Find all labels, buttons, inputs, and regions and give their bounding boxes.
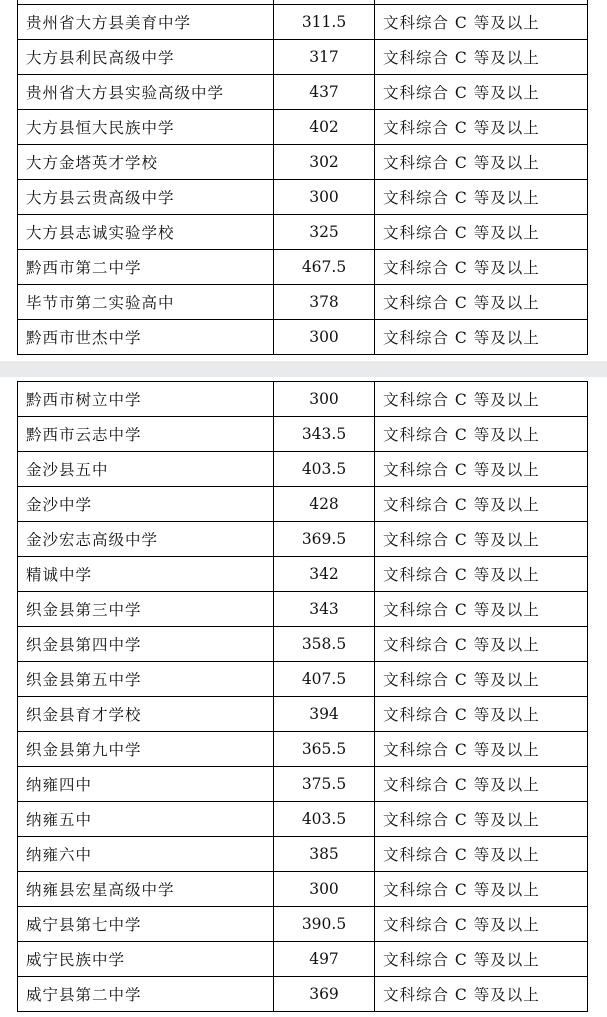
school-name-cell: 大方县恒大民族中学 xyxy=(18,110,274,145)
table-row xyxy=(18,767,588,802)
table-row xyxy=(18,250,588,285)
subject-requirement-cell: 文科综合 C 等及以上 xyxy=(375,557,588,592)
school-name-cell: 大方县志诚实验学校 xyxy=(18,215,274,250)
subject-requirement-cell: 文科综合 C 等及以上 xyxy=(375,285,588,320)
subject-requirement-cell: 文科综合 C 等及以上 xyxy=(375,627,588,662)
min-score-cell: 428 xyxy=(274,487,375,522)
school-name-cell: 精诚中学 xyxy=(18,557,274,592)
school-name-cell: 金沙县五中 xyxy=(18,452,274,487)
table-row xyxy=(18,557,588,592)
subject-requirement-cell: 文科综合 C 等及以上 xyxy=(375,75,588,110)
subject-requirement-cell: 文科综合 C 等及以上 xyxy=(375,110,588,145)
table-row xyxy=(18,697,588,732)
table-row xyxy=(18,110,588,145)
min-score-cell: 343 xyxy=(274,592,375,627)
subject-requirement-cell: 文科综合 C 等及以上 xyxy=(375,40,588,75)
min-score-cell: 300 xyxy=(274,320,375,355)
subject-requirement-cell: 文科综合 C 等及以上 xyxy=(375,250,588,285)
subject-requirement-cell: 文科综合 C 等及以上 xyxy=(375,942,588,977)
school-name-cell: 大方金塔英才学校 xyxy=(18,145,274,180)
min-score-cell: 300 xyxy=(274,180,375,215)
school-name-cell: 金沙宏志高级中学 xyxy=(18,522,274,557)
table-row xyxy=(18,732,588,767)
subject-requirement-cell: 文科综合 C 等及以上 xyxy=(375,732,588,767)
school-name-cell: 大方县云贵高级中学 xyxy=(18,180,274,215)
admission-score-table-page-2 xyxy=(17,381,588,1012)
table-row xyxy=(18,417,588,452)
min-score-cell: 369 xyxy=(274,977,375,1012)
subject-requirement-cell: 文科综合 C 等及以上 xyxy=(375,5,588,40)
subject-requirement-cell: 文科综合 C 等及以上 xyxy=(375,215,588,250)
school-name-cell: 织金县育才学校 xyxy=(18,697,274,732)
table-row xyxy=(18,5,588,40)
min-score-cell: 311.5 xyxy=(274,5,375,40)
school-name-cell: 贵州省大方县美育中学 xyxy=(18,5,274,40)
school-name-cell: 大方县利民高级中学 xyxy=(18,40,274,75)
school-name-cell: 威宁民族中学 xyxy=(18,942,274,977)
table-row xyxy=(18,907,588,942)
table-row xyxy=(18,452,588,487)
page-break-gap xyxy=(0,361,607,377)
school-name-cell: 织金县第五中学 xyxy=(18,662,274,697)
min-score-cell: 325 xyxy=(274,215,375,250)
table-row xyxy=(18,145,588,180)
table-row xyxy=(18,522,588,557)
table-row xyxy=(18,837,588,872)
min-score-cell: 343.5 xyxy=(274,417,375,452)
min-score-cell: 300 xyxy=(274,872,375,907)
min-score-cell: 407.5 xyxy=(274,662,375,697)
min-score-cell: 497 xyxy=(274,942,375,977)
subject-requirement-cell: 文科综合 C 等及以上 xyxy=(375,382,588,417)
min-score-cell: 369.5 xyxy=(274,522,375,557)
table-row xyxy=(18,872,588,907)
table-row xyxy=(18,592,588,627)
subject-requirement-cell: 文科综合 C 等及以上 xyxy=(375,522,588,557)
subject-requirement-cell: 文科综合 C 等及以上 xyxy=(375,872,588,907)
school-name-cell: 金沙中学 xyxy=(18,487,274,522)
subject-requirement-cell: 文科综合 C 等及以上 xyxy=(375,592,588,627)
table-row xyxy=(18,180,588,215)
table-row xyxy=(18,487,588,522)
school-name-cell: 毕节市第二实验高中 xyxy=(18,285,274,320)
table-row xyxy=(18,977,588,1012)
subject-requirement-cell: 文科综合 C 等及以上 xyxy=(375,320,588,355)
min-score-cell: 378 xyxy=(274,285,375,320)
min-score-cell: 437 xyxy=(274,75,375,110)
school-name-cell: 黔西市云志中学 xyxy=(18,417,274,452)
school-name-cell: 织金县第四中学 xyxy=(18,627,274,662)
min-score-cell: 467.5 xyxy=(274,250,375,285)
school-name-cell: 贵州省大方县实验高级中学 xyxy=(18,75,274,110)
table-row xyxy=(18,215,588,250)
subject-requirement-cell: 文科综合 C 等及以上 xyxy=(375,417,588,452)
min-score-cell: 403.5 xyxy=(274,452,375,487)
subject-requirement-cell: 文科综合 C 等及以上 xyxy=(375,977,588,1012)
school-name-cell: 纳雍四中 xyxy=(18,767,274,802)
school-name-cell: 纳雍六中 xyxy=(18,837,274,872)
subject-requirement-cell: 文科综合 C 等及以上 xyxy=(375,452,588,487)
school-name-cell: 黔西市第二中学 xyxy=(18,250,274,285)
min-score-cell: 385 xyxy=(274,837,375,872)
subject-requirement-cell: 文科综合 C 等及以上 xyxy=(375,662,588,697)
school-name-cell: 纳雍县宏星高级中学 xyxy=(18,872,274,907)
school-name-cell: 织金县第九中学 xyxy=(18,732,274,767)
table-row xyxy=(18,942,588,977)
min-score-cell: 317 xyxy=(274,40,375,75)
table-row xyxy=(18,382,588,417)
subject-requirement-cell: 文科综合 C 等及以上 xyxy=(375,907,588,942)
school-name-cell: 威宁县第七中学 xyxy=(18,907,274,942)
school-name-cell: 织金县第三中学 xyxy=(18,592,274,627)
subject-requirement-cell: 文科综合 C 等及以上 xyxy=(375,697,588,732)
subject-requirement-cell: 文科综合 C 等及以上 xyxy=(375,145,588,180)
table-row xyxy=(18,802,588,837)
min-score-cell: 403.5 xyxy=(274,802,375,837)
subject-requirement-cell: 文科综合 C 等及以上 xyxy=(375,487,588,522)
subject-requirement-cell: 文科综合 C 等及以上 xyxy=(375,767,588,802)
school-name-cell: 威宁县第二中学 xyxy=(18,977,274,1012)
admission-score-table-page-1 xyxy=(17,0,588,355)
min-score-cell: 342 xyxy=(274,557,375,592)
school-name-cell: 纳雍五中 xyxy=(18,802,274,837)
subject-requirement-cell: 文科综合 C 等及以上 xyxy=(375,802,588,837)
table-row xyxy=(18,75,588,110)
min-score-cell: 302 xyxy=(274,145,375,180)
school-name-cell: 黔西市世杰中学 xyxy=(18,320,274,355)
table-row xyxy=(18,285,588,320)
table-row xyxy=(18,627,588,662)
min-score-cell: 402 xyxy=(274,110,375,145)
min-score-cell: 300 xyxy=(274,382,375,417)
min-score-cell: 365.5 xyxy=(274,732,375,767)
min-score-cell: 394 xyxy=(274,697,375,732)
min-score-cell: 390.5 xyxy=(274,907,375,942)
min-score-cell: 358.5 xyxy=(274,627,375,662)
table-row xyxy=(18,320,588,355)
school-name-cell: 黔西市树立中学 xyxy=(18,382,274,417)
min-score-cell: 375.5 xyxy=(274,767,375,802)
subject-requirement-cell: 文科综合 C 等及以上 xyxy=(375,837,588,872)
subject-requirement-cell: 文科综合 C 等及以上 xyxy=(375,180,588,215)
table-row xyxy=(18,40,588,75)
table-row xyxy=(18,662,588,697)
